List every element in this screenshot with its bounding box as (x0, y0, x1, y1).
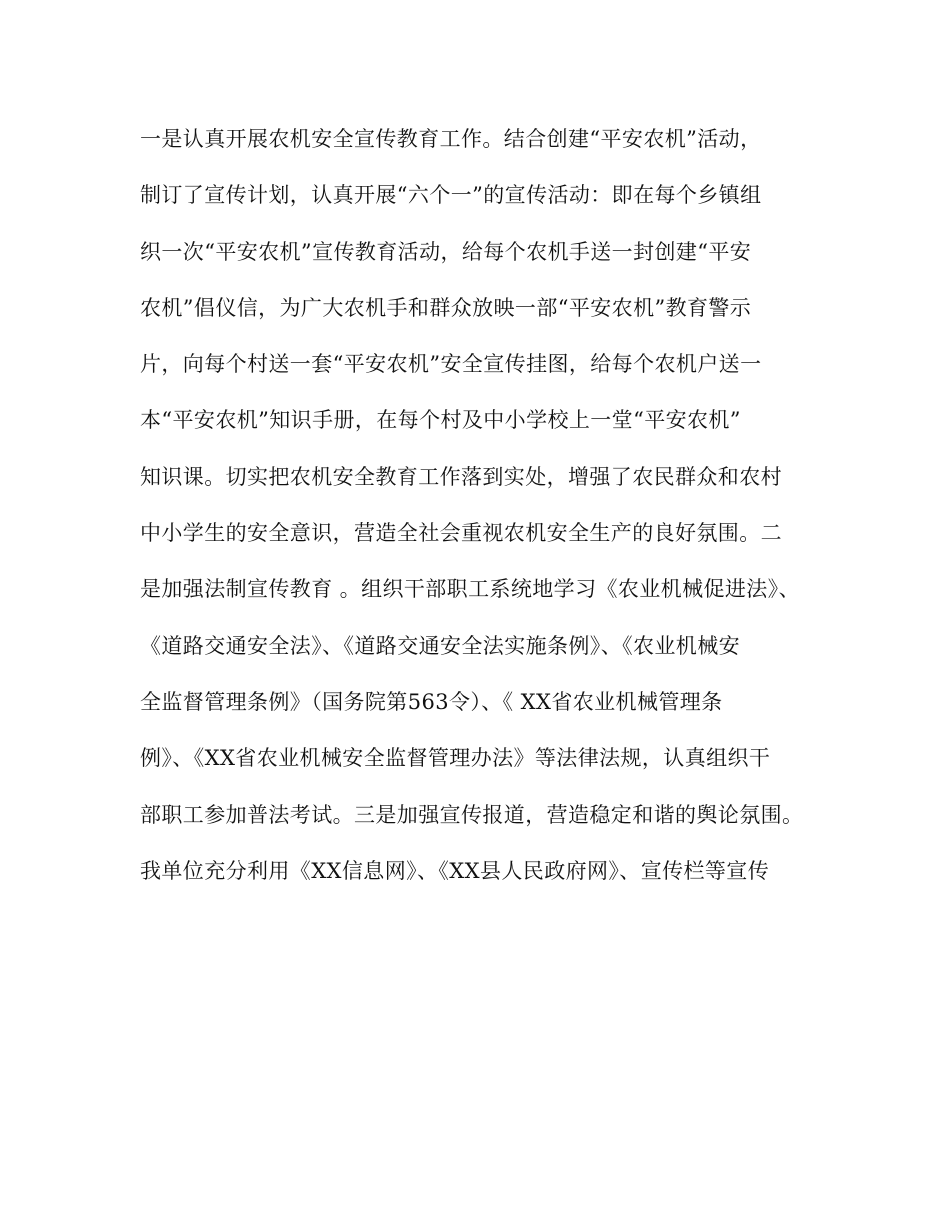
text-line: 我单位充分利用《XX信息网》、《XX县人民政府网》、宣传栏等宣传 (140, 858, 770, 883)
body-text (140, 126, 840, 914)
text-line: 中小学生的安全意识，营造全社会重视农机安全生产的良好氛围。二 (140, 521, 782, 546)
text-line: 本“平安农机”知识手册，在每个村及中小学校上一堂“平安农机” (140, 408, 741, 433)
text-line: 知识课。切实把农机安全教育工作落到实处，增强了农民群众和农村 (140, 464, 782, 489)
text-line: 农机”倡仪信，为广大农机手和群众放映一部“平安农机”教育警示 (140, 295, 752, 320)
text-line: 片，向每个村送一套“平安农机”安全宣传挂图，给每个农机户送一 (140, 352, 762, 377)
text-line: 制订了宣传计划，认真开展“六个一”的宣传活动：即在每个乡镇组 (140, 183, 762, 208)
text-line: 一是认真开展农机安全宣传教育工作。结合创建“平安农机”活动， (140, 127, 762, 151)
text-line: 织一次“平安农机”宣传教育活动，给每个农机手送一封创建“平安 (140, 239, 752, 264)
text-line: 例》、《XX省农业机械安全监督管理办法》等法律法规，认真组织干 (140, 746, 771, 771)
text-line: 全监督管理条例》（国务院第563令）、《 XX省农业机械管理条 (140, 689, 723, 714)
text-line: 是加强法制宣传教育 。组织干部职工系统地学习《农业机械促进法》、 (140, 577, 800, 602)
text-line: 部职工参加普法考试。三是加强宣传报道，营造稳定和谐的舆论氛围。 (140, 802, 804, 827)
text-line: 《道路交通安全法》、《道路交通安全法实施条例》、《农业机械安 (140, 633, 740, 658)
